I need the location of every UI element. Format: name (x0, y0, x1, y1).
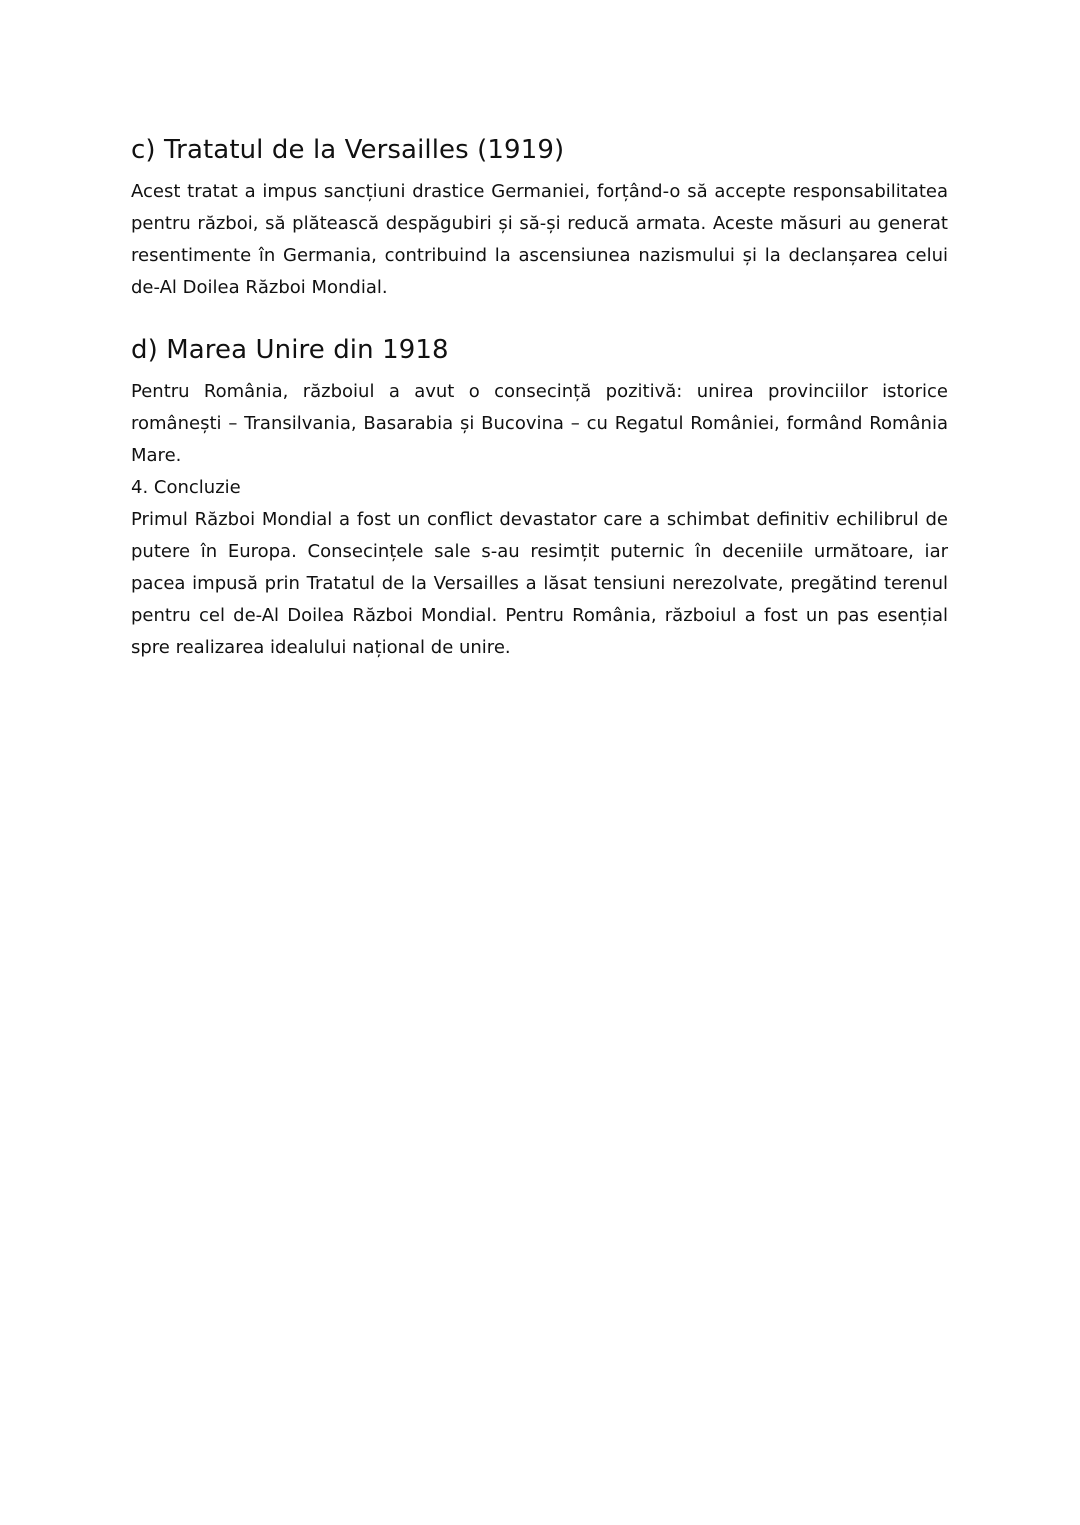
section-spacer (131, 304, 948, 332)
union-paragraph: Pentru România, războiul a avut o consecință pozitivă: unirea provinciilor istorice românești – Transilvania, Basarabia și Bucovina – cu Regatul României, formând România Mare. (131, 381, 948, 466)
treaty-heading: c) Tratatul de la Versailles (1919) (131, 135, 565, 165)
treaty-paragraph: Acest tratat a impus sancțiuni drastice Germaniei, forțând-o să accepte responsabilitatea pentru război, să plătească despăgubiri și să-și reducă armata. Aceste măsuri au generat resentimente în Germania, contribuind la ascensiunea nazismului și la declanșarea celui de-Al Doilea Război Mondial. (131, 181, 948, 298)
conclusion-heading: 4. Concluzie (131, 477, 241, 498)
conclusion-paragraph: Primul Război Mondial a fost un conflict devastator care a schimbat definitiv echilibrul de putere în Europa. Consecințele sale s-au resimțit puternic în deceniile următoare, iar pacea impusă prin Tratatul de la Versailles a lăsat tensiuni nerezolvate, pregătind terenul pentru cel de-Al Doilea Război Mondial. Pentru România, războiul a fost un pas esențial spre realizarea idealului național de unire. (131, 509, 948, 658)
document-content (131, 132, 948, 664)
union-heading: d) Marea Unire din 1918 (131, 335, 449, 365)
